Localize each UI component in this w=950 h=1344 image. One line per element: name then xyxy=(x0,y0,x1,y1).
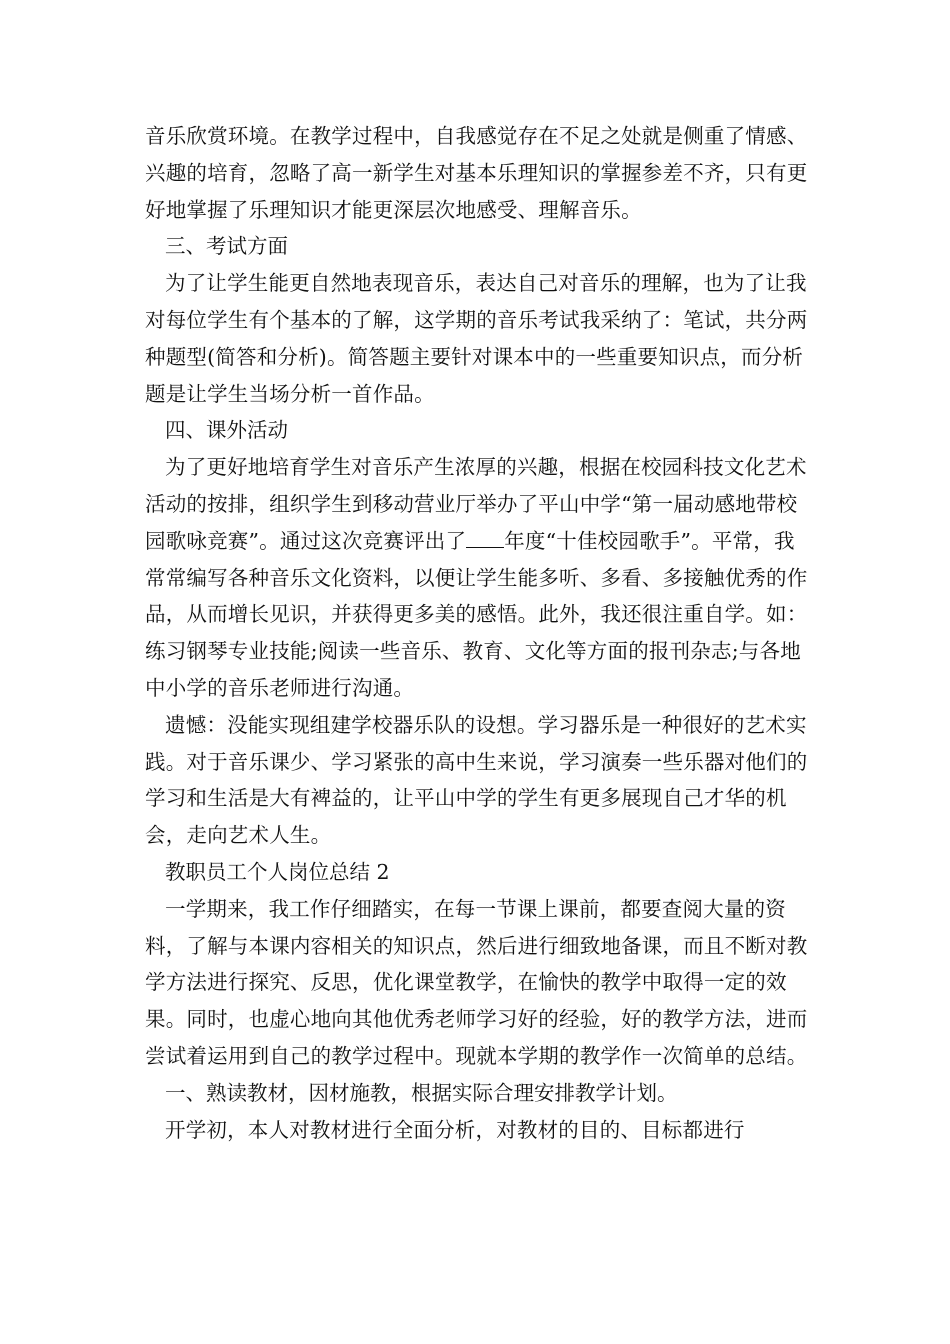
paragraph-regret: 遗憾：没能实现组建学校器乐队的设想。学习器乐是一种很好的艺术实践。对于音乐课少、学习紧张的高中生来说，学习演奏一些乐器对他们的学习和生活是大有裨益的，让平山中学的学生有更多展现自己才华的机会，走向艺术人生。 xyxy=(145,712,808,848)
paragraph-extracurricular-part2: 年度“十佳校园歌手”。平常，我常常编写各种音乐文化资料，以便让学生能多听、多看、多接触优秀的作品，从而增长见识，并获得更多美的感悟。此外，我还很注重自学。如：练习钢琴专业技能;阅读一些音乐、教育、文化等方面的报刊杂志;与各地中小学的音乐老师进行沟通。 xyxy=(145,528,808,700)
paragraph-music-appreciation: 音乐欣赏环境。在教学过程中，自我感觉存在不足之处就是侧重了情感、兴趣的培育，忽略了高一新学生对基本乐理知识的掌握参差不齐，只有更好地掌握了乐理知识才能更深层次地感受、理解音乐。 xyxy=(145,124,808,222)
paragraph-extracurricular-part1: 为了更好地培育学生对音乐产生浓厚的兴趣，根据在校园科技文化艺术活动的按排，组织学生到移动营业厅举办了平山中学“第一届动感地带校园歌咏竞赛”。通过这次竞赛评出了 xyxy=(145,455,807,553)
paragraph-exam: 为了让学生能更自然地表现音乐，表达自己对音乐的理解，也为了让我对每位学生有个基本的了解，这学期的音乐考试我采纳了：笔试，共分两种题型(简答和分析)。简答题主要针对课本中的一些重要知识点，而分析题是让学生当场分析一首作品。 xyxy=(145,271,808,406)
document-body xyxy=(145,118,810,1148)
paragraph-semester: 一学期来，我工作仔细踏实，在每一节课上课前，都要查阅大量的资料，了解与本课内容相关的知识点，然后进行细致地备课，而且不断对教学方法进行探究、反思，优化课堂教学，在愉快的教学中取得一定的效果。同时，也虚心地向其他优秀老师学习好的经验，好的教学方法，进而尝试着运用到自己的教学过程中。现就本学期的教学作一次简单的总结。 xyxy=(145,896,808,1068)
fill-in-blank xyxy=(466,529,504,548)
paragraph-semester-start: 开学初，本人对教材进行全面分析，对教材的目的、目标都进行 xyxy=(165,1117,745,1142)
heading-summary-2: 教职员工个人岗位总结 2 xyxy=(165,859,390,884)
heading-exam: 三、考试方面 xyxy=(165,234,288,259)
heading-extracurricular: 四、课外活动 xyxy=(165,418,288,443)
heading-textbook: 一、熟读教材，因材施教，根据实际合理安排教学计划。 xyxy=(165,1080,678,1105)
paragraph-extracurricular xyxy=(145,449,810,707)
